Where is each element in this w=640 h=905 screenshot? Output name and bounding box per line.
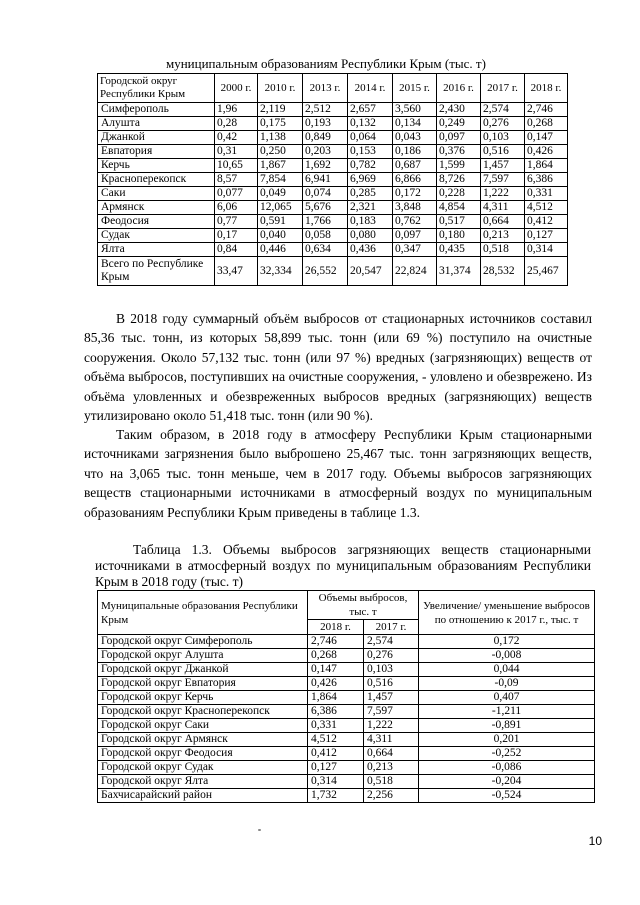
municipality-name: Городской округ Алушта bbox=[98, 649, 308, 663]
value-change: -0,524 bbox=[419, 789, 595, 803]
cell-value: 1,692 bbox=[303, 159, 348, 173]
cell-value: 0,080 bbox=[348, 229, 393, 243]
table-row bbox=[98, 159, 568, 173]
total-value: 28,532 bbox=[481, 257, 525, 286]
cell-value: 6,386 bbox=[525, 173, 568, 187]
cell-value: 0,175 bbox=[258, 117, 303, 131]
table-row bbox=[98, 705, 595, 719]
cell-value: 2,119 bbox=[258, 103, 303, 117]
cell-value: 0,186 bbox=[393, 145, 437, 159]
cell-value: 2,430 bbox=[437, 103, 481, 117]
table-row bbox=[98, 145, 568, 159]
value-change: -1,211 bbox=[419, 705, 595, 719]
table1-caption: муниципальным образованиям Республики Крым (тыс. т) bbox=[166, 56, 486, 71]
cell-value: 6,866 bbox=[393, 173, 437, 187]
cell-value: 0,314 bbox=[525, 243, 568, 257]
value-2018: 1,732 bbox=[308, 789, 364, 803]
cell-value: 0,42 bbox=[215, 131, 258, 145]
cell-value: 1,867 bbox=[258, 159, 303, 173]
total-value: 26,552 bbox=[303, 257, 348, 286]
cell-value: 0,268 bbox=[525, 117, 568, 131]
page-number: 10 bbox=[588, 834, 602, 848]
cell-value: 1,599 bbox=[437, 159, 481, 173]
table-row bbox=[98, 173, 568, 187]
value-2017: 7,597 bbox=[364, 705, 419, 719]
cell-value: 4,854 bbox=[437, 201, 481, 215]
row-name: Евпатория bbox=[98, 145, 215, 159]
value-2018: 2,746 bbox=[308, 635, 364, 649]
value-change: -0,086 bbox=[419, 761, 595, 775]
cell-value: 0,331 bbox=[525, 187, 568, 201]
cell-value: 0,064 bbox=[348, 131, 393, 145]
cell-value: 0,134 bbox=[393, 117, 437, 131]
cell-value: 0,097 bbox=[437, 131, 481, 145]
cell-value: 0,435 bbox=[437, 243, 481, 257]
cell-value: 0,127 bbox=[525, 229, 568, 243]
total-value: 22,824 bbox=[393, 257, 437, 286]
value-change: 0,407 bbox=[419, 691, 595, 705]
table-row bbox=[98, 649, 595, 663]
table-row bbox=[98, 677, 595, 691]
table1-header-year: 2014 г. bbox=[348, 74, 393, 103]
cell-value: 0,040 bbox=[258, 229, 303, 243]
cell-value: 0,77 bbox=[215, 215, 258, 229]
table1-header-year: 2013 г. bbox=[303, 74, 348, 103]
table-row bbox=[98, 187, 568, 201]
table2-header-change: Увеличение/ уменьшение выбросов по отношению к 2017 г., тыс. т bbox=[419, 591, 595, 635]
cell-value: 0,153 bbox=[348, 145, 393, 159]
table1-header-year: 2018 г. bbox=[525, 74, 568, 103]
cell-value: 0,249 bbox=[437, 117, 481, 131]
cell-value: 0,183 bbox=[348, 215, 393, 229]
table2-header-year-2017: 2017 г. bbox=[364, 620, 419, 635]
cell-value: 1,457 bbox=[481, 159, 525, 173]
table1-header-year: 2015 г. bbox=[393, 74, 437, 103]
table1-header-year: 2017 г. bbox=[481, 74, 525, 103]
municipality-name: Городской округ Евпатория bbox=[98, 677, 308, 691]
value-2017: 1,457 bbox=[364, 691, 419, 705]
value-change: -0,252 bbox=[419, 747, 595, 761]
cell-value: 0,436 bbox=[348, 243, 393, 257]
cell-value: 0,203 bbox=[303, 145, 348, 159]
row-name: Армянск bbox=[98, 201, 215, 215]
total-value: 31,374 bbox=[437, 257, 481, 286]
table2-header-volume: Объемы выбросов, тыс. т bbox=[308, 591, 419, 620]
cell-value: 0,250 bbox=[258, 145, 303, 159]
value-2018: 0,331 bbox=[308, 719, 364, 733]
table-row bbox=[98, 131, 568, 145]
cell-value: 7,597 bbox=[481, 173, 525, 187]
total-value: 20,547 bbox=[348, 257, 393, 286]
cell-value: 0,103 bbox=[481, 131, 525, 145]
table-row bbox=[98, 201, 568, 215]
row-name: Красноперекопск bbox=[98, 173, 215, 187]
value-2017: 0,103 bbox=[364, 663, 419, 677]
municipality-name: Городской округ Саки bbox=[98, 719, 308, 733]
municipality-name: Городской округ Керчь bbox=[98, 691, 308, 705]
value-change: -0,891 bbox=[419, 719, 595, 733]
table1-header-year: 2016 г. bbox=[437, 74, 481, 103]
value-2018: 4,512 bbox=[308, 733, 364, 747]
cell-value: 0,213 bbox=[481, 229, 525, 243]
municipality-name: Городской округ Армянск bbox=[98, 733, 308, 747]
value-2017: 2,574 bbox=[364, 635, 419, 649]
value-2018: 0,127 bbox=[308, 761, 364, 775]
cell-value: 0,276 bbox=[481, 117, 525, 131]
table-row bbox=[98, 691, 595, 705]
value-2017: 4,311 bbox=[364, 733, 419, 747]
table-row bbox=[98, 117, 568, 131]
paragraph-emissions-conclusion: Таким образом, в 2018 году в атмосферу Республики Крым стационарными источниками загрязнения было выброшено 25,467 тыс. тонн загрязняющих веществ, что на 3,065 тыс. тонн меньше, чем в 2017 году. Объемы выбросов загрязняющих веществ стационарными источниками в атмосферный воздух по муниципальным образованиям Республики Крым приведены в таблице 1.3. bbox=[84, 427, 592, 520]
cell-value: 0,516 bbox=[481, 145, 525, 159]
cell-value: 2,657 bbox=[348, 103, 393, 117]
cell-value: 1,766 bbox=[303, 215, 348, 229]
municipality-name: Бахчисарайский район bbox=[98, 789, 308, 803]
value-2018: 0,314 bbox=[308, 775, 364, 789]
paragraph-emissions-summary: В 2018 году суммарный объём выбросов от стационарных источников составил 85,36 тыс. тонн, из которых 58,899 тыс. тонн (или 69 %) поступило на очистные сооружения. Около 57,132 тыс. тонн (или 97 %) вредных (загрязняющих) веществ от объёма выбросов, поступивших на очистные сооружения, - уловлено и обезврежено. Из объёма уловленных и обезвреженных выбросов вредных (загрязняющих) веществ утилизировано около 51,418 тыс. тонн (или 90 %). bbox=[84, 311, 592, 424]
cell-value: 0,591 bbox=[258, 215, 303, 229]
table2-header-name: Муниципальные образования Республики Крым bbox=[98, 591, 308, 635]
cell-value: 0,228 bbox=[437, 187, 481, 201]
row-name: Саки bbox=[98, 187, 215, 201]
cell-value: 0,84 bbox=[215, 243, 258, 257]
cell-value: 10,65 bbox=[215, 159, 258, 173]
cell-value: 0,180 bbox=[437, 229, 481, 243]
scan-speck bbox=[258, 829, 261, 831]
cell-value: 0,077 bbox=[215, 187, 258, 201]
cell-value: 0,664 bbox=[481, 215, 525, 229]
table2-caption: Таблица 1.3. Объемы выбросов загрязняющих веществ стационарными источниками в атмосферный воздух по муниципальным образованиям Республики Крым в 2018 году (тыс. т) bbox=[95, 542, 591, 589]
cell-value: 6,969 bbox=[348, 173, 393, 187]
cell-value: 0,074 bbox=[303, 187, 348, 201]
table2-header-row bbox=[98, 591, 595, 620]
value-2017: 0,664 bbox=[364, 747, 419, 761]
row-name: Феодосия bbox=[98, 215, 215, 229]
cell-value: 1,138 bbox=[258, 131, 303, 145]
table-row bbox=[98, 775, 595, 789]
municipality-name: Городской округ Судак bbox=[98, 761, 308, 775]
table-row bbox=[98, 229, 568, 243]
cell-value: 0,193 bbox=[303, 117, 348, 131]
emissions-2018-table bbox=[97, 590, 595, 803]
cell-value: 2,574 bbox=[481, 103, 525, 117]
cell-value: 0,782 bbox=[348, 159, 393, 173]
value-2017: 2,256 bbox=[364, 789, 419, 803]
table1-header-row bbox=[98, 74, 568, 103]
cell-value: 0,446 bbox=[258, 243, 303, 257]
value-2017: 0,516 bbox=[364, 677, 419, 691]
row-name: Керчь bbox=[98, 159, 215, 173]
value-2017: 1,222 bbox=[364, 719, 419, 733]
table-row bbox=[98, 719, 595, 733]
cell-value: 0,849 bbox=[303, 131, 348, 145]
value-change: -0,204 bbox=[419, 775, 595, 789]
municipality-name: Городской округ Красноперекопск bbox=[98, 705, 308, 719]
municipality-name: Городской округ Феодосия bbox=[98, 747, 308, 761]
cell-value: 0,426 bbox=[525, 145, 568, 159]
value-2018: 6,386 bbox=[308, 705, 364, 719]
cell-value: 0,28 bbox=[215, 117, 258, 131]
cell-value: 4,512 bbox=[525, 201, 568, 215]
cell-value: 1,864 bbox=[525, 159, 568, 173]
cell-value: 0,058 bbox=[303, 229, 348, 243]
cell-value: 0,347 bbox=[393, 243, 437, 257]
cell-value: 0,517 bbox=[437, 215, 481, 229]
value-change: 0,201 bbox=[419, 733, 595, 747]
table-row bbox=[98, 103, 568, 117]
table1-header-name: Городской округ Республики Крым bbox=[98, 74, 215, 103]
cell-value: 6,941 bbox=[303, 173, 348, 187]
cell-value: 0,17 bbox=[215, 229, 258, 243]
value-change: 0,044 bbox=[419, 663, 595, 677]
value-change: -0,008 bbox=[419, 649, 595, 663]
cell-value: 0,634 bbox=[303, 243, 348, 257]
table2-body bbox=[98, 635, 595, 803]
cell-value: 12,065 bbox=[258, 201, 303, 215]
table-row bbox=[98, 215, 568, 229]
table-row bbox=[98, 761, 595, 775]
value-2018: 0,426 bbox=[308, 677, 364, 691]
cell-value: 6,06 bbox=[215, 201, 258, 215]
emissions-by-year-table bbox=[97, 73, 568, 286]
cell-value: 0,687 bbox=[393, 159, 437, 173]
table1-header-year: 2010 г. bbox=[258, 74, 303, 103]
value-2017: 0,518 bbox=[364, 775, 419, 789]
cell-value: 0,376 bbox=[437, 145, 481, 159]
municipality-name: Городской округ Симферополь bbox=[98, 635, 308, 649]
value-2018: 0,147 bbox=[308, 663, 364, 677]
row-name: Симферополь bbox=[98, 103, 215, 117]
cell-value: 4,311 bbox=[481, 201, 525, 215]
cell-value: 0,762 bbox=[393, 215, 437, 229]
table-row bbox=[98, 635, 595, 649]
cell-value: 0,049 bbox=[258, 187, 303, 201]
table-row bbox=[98, 789, 595, 803]
table1-header-year: 2000 г. bbox=[215, 74, 258, 103]
table-row bbox=[98, 733, 595, 747]
cell-value: 2,746 bbox=[525, 103, 568, 117]
cell-value: 5,676 bbox=[303, 201, 348, 215]
cell-value: 1,222 bbox=[481, 187, 525, 201]
value-2018: 1,864 bbox=[308, 691, 364, 705]
cell-value: 0,147 bbox=[525, 131, 568, 145]
row-name: Джанкой bbox=[98, 131, 215, 145]
cell-value: 0,043 bbox=[393, 131, 437, 145]
cell-value: 0,172 bbox=[393, 187, 437, 201]
table1-body bbox=[98, 103, 568, 286]
municipality-name: Городской округ Джанкой bbox=[98, 663, 308, 677]
total-label: Всего по Республике Крым bbox=[98, 257, 215, 286]
cell-value: 2,321 bbox=[348, 201, 393, 215]
table-row bbox=[98, 663, 595, 677]
value-2017: 0,276 bbox=[364, 649, 419, 663]
value-2018: 0,268 bbox=[308, 649, 364, 663]
table-row bbox=[98, 747, 595, 761]
value-2018: 0,412 bbox=[308, 747, 364, 761]
value-change: -0,09 bbox=[419, 677, 595, 691]
table-row bbox=[98, 243, 568, 257]
cell-value: 3,848 bbox=[393, 201, 437, 215]
cell-value: 0,097 bbox=[393, 229, 437, 243]
cell-value: 0,132 bbox=[348, 117, 393, 131]
cell-value: 0,285 bbox=[348, 187, 393, 201]
total-row bbox=[98, 257, 568, 286]
cell-value: 2,512 bbox=[303, 103, 348, 117]
total-value: 25,467 bbox=[525, 257, 568, 286]
value-2017: 0,213 bbox=[364, 761, 419, 775]
cell-value: 0,412 bbox=[525, 215, 568, 229]
municipality-name: Городской округ Ялта bbox=[98, 775, 308, 789]
total-value: 33,47 bbox=[215, 257, 258, 286]
cell-value: 8,726 bbox=[437, 173, 481, 187]
cell-value: 0,31 bbox=[215, 145, 258, 159]
row-name: Ялта bbox=[98, 243, 215, 257]
cell-value: 3,560 bbox=[393, 103, 437, 117]
cell-value: 7,854 bbox=[258, 173, 303, 187]
cell-value: 1,96 bbox=[215, 103, 258, 117]
row-name: Судак bbox=[98, 229, 215, 243]
value-change: 0,172 bbox=[419, 635, 595, 649]
cell-value: 0,518 bbox=[481, 243, 525, 257]
row-name: Алушта bbox=[98, 117, 215, 131]
cell-value: 8,57 bbox=[215, 173, 258, 187]
table2-header-year-2018: 2018 г. bbox=[308, 620, 364, 635]
total-value: 32,334 bbox=[258, 257, 303, 286]
